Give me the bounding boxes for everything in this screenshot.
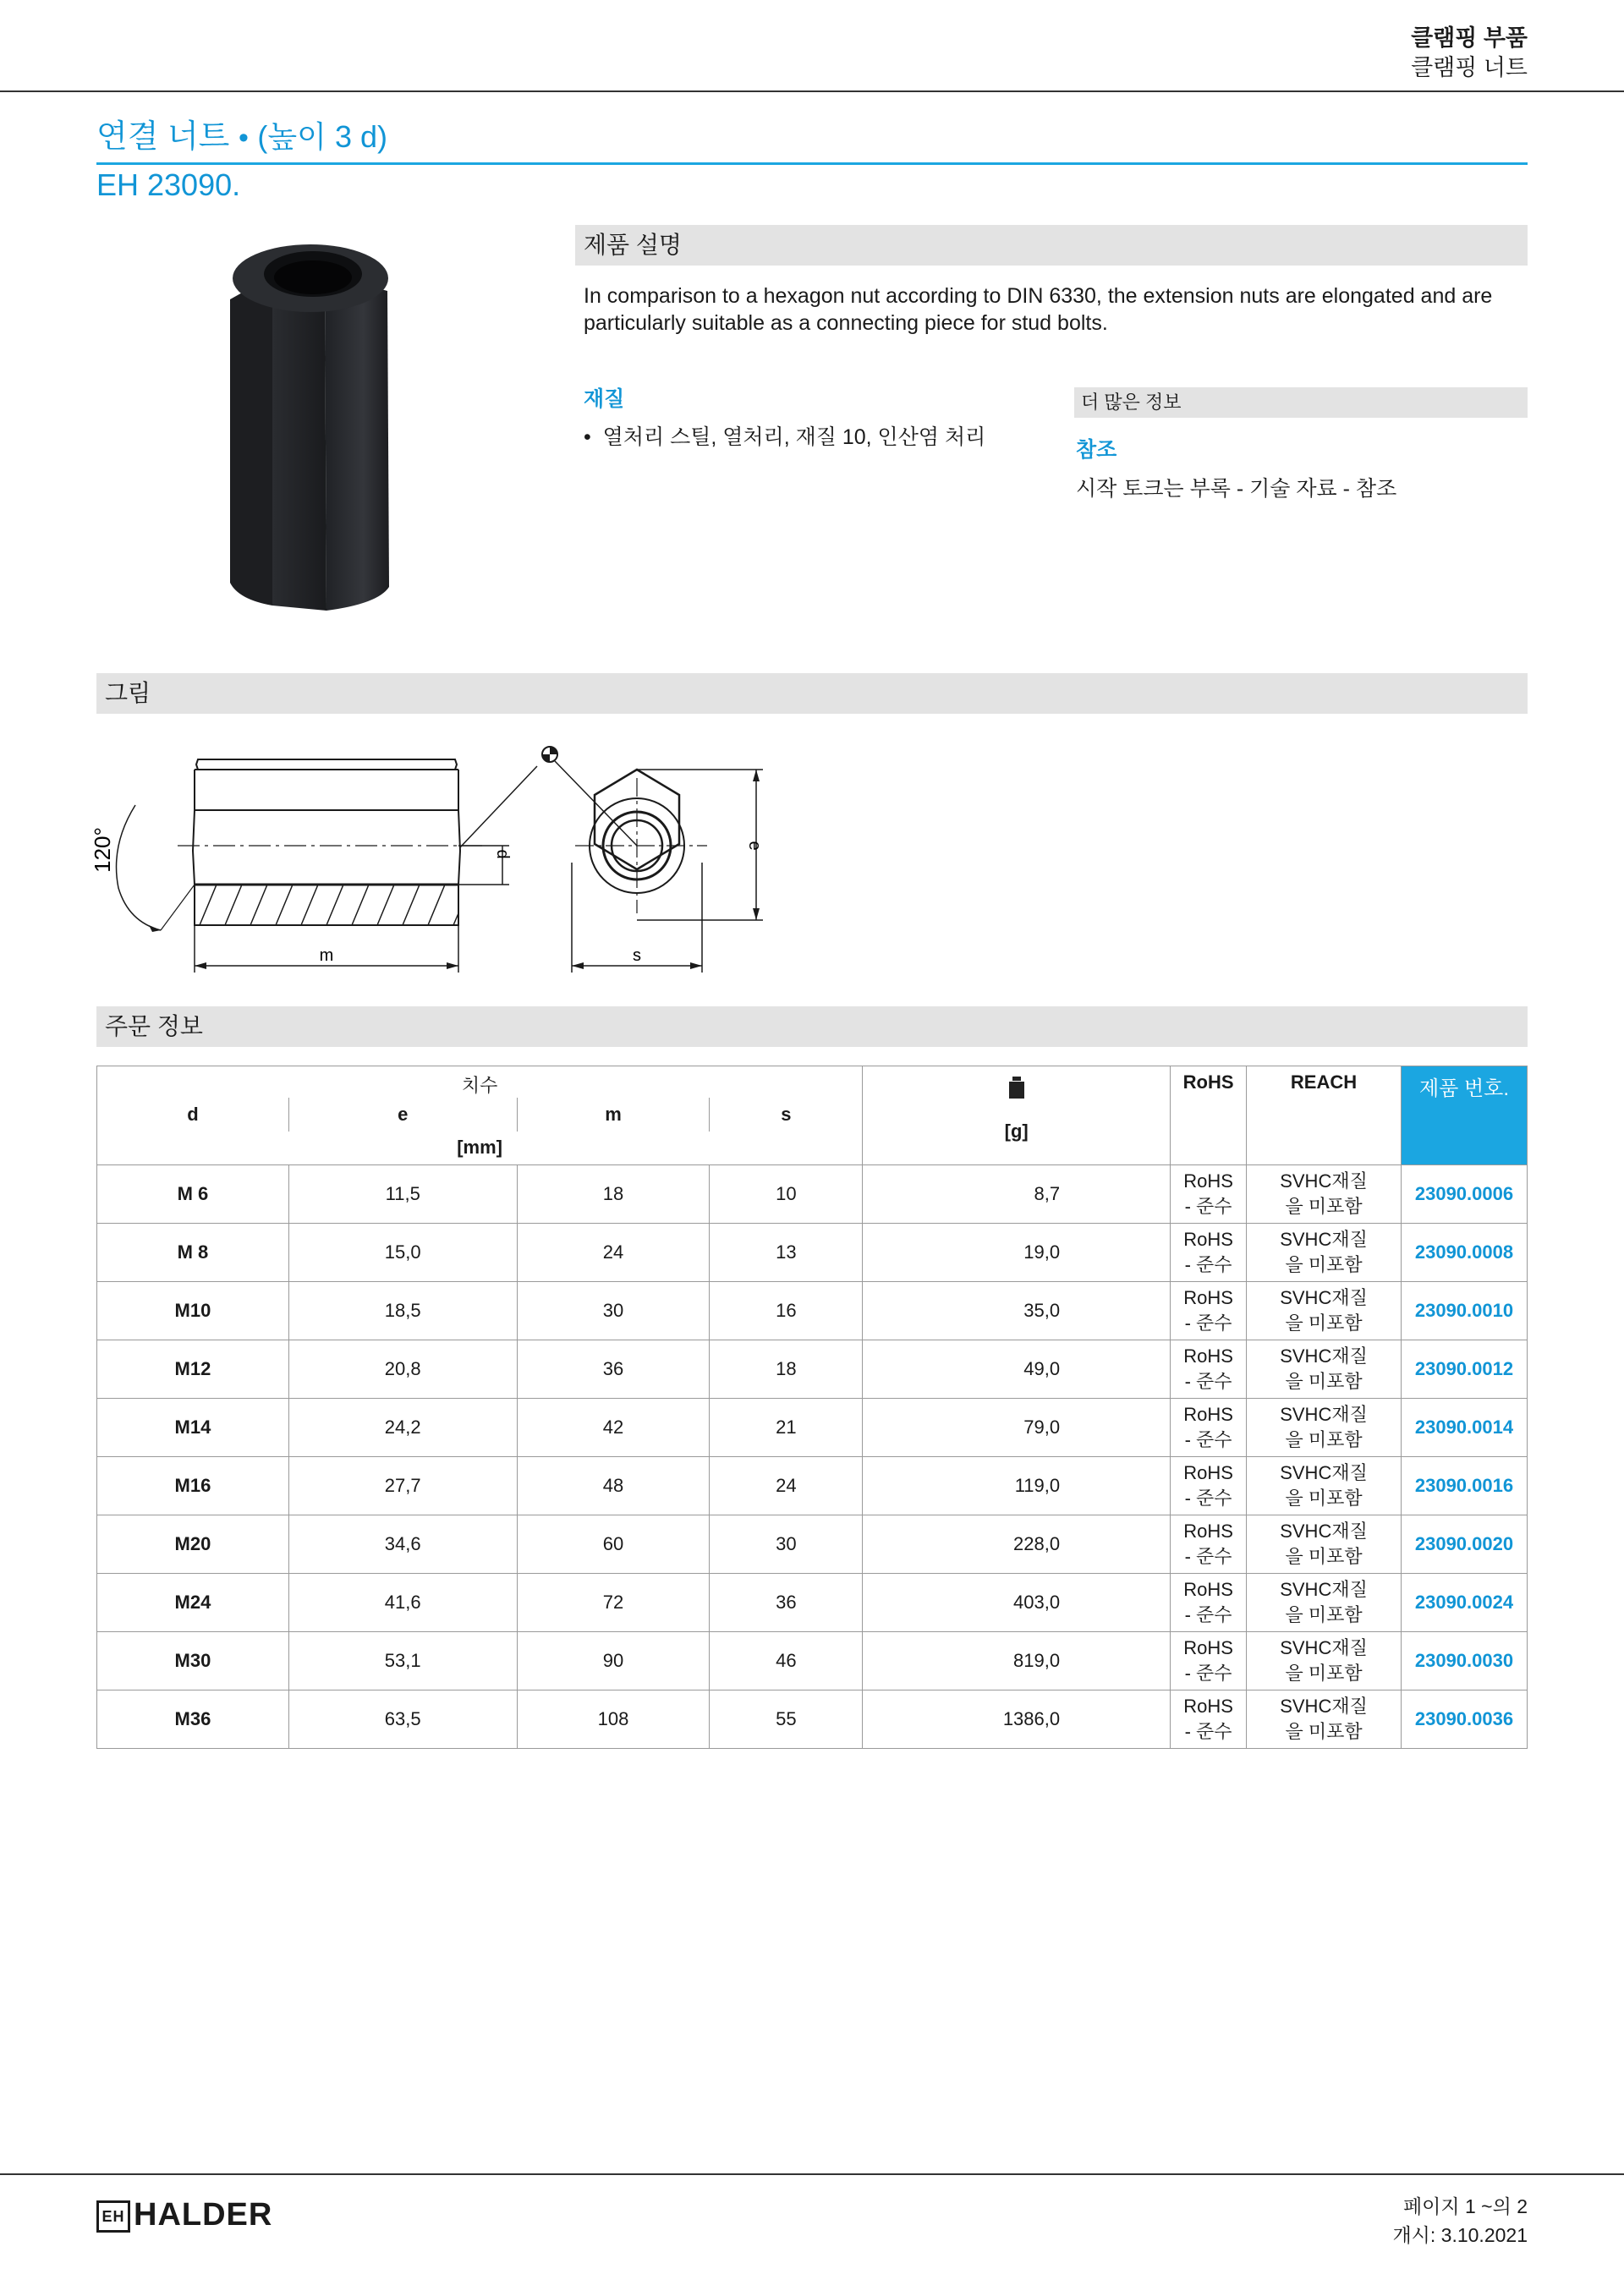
part-number-header: 제품 번호. <box>1401 1066 1527 1165</box>
cell-s: 24 <box>710 1457 863 1515</box>
cell-m: 18 <box>517 1165 710 1224</box>
description-heading: 제품 설명 <box>575 225 1528 266</box>
reach-line: SVHC재질 <box>1280 1287 1368 1308</box>
issue-date: 개시: 3.10.2021 <box>1392 2224 1528 2246</box>
part-number-link[interactable]: 23090.0014 <box>1401 1399 1527 1457</box>
rohs-line: RoHS <box>1183 1345 1233 1367</box>
drawing-heading: 그림 <box>96 673 1528 714</box>
cell-s: 10 <box>710 1165 863 1224</box>
product-title <box>96 117 387 158</box>
cell-weight: 1386,0 <box>863 1690 1171 1749</box>
part-number-link[interactable]: 23090.0036 <box>1401 1690 1527 1749</box>
reach-line: 을 미포함 <box>1285 1254 1363 1275</box>
cell-s: 18 <box>710 1340 863 1399</box>
title-rule <box>96 162 1528 165</box>
cell-e: 15,0 <box>288 1224 517 1282</box>
part-number-link[interactable]: 23090.0030 <box>1401 1632 1527 1690</box>
table-row <box>97 1224 1528 1282</box>
reach-line: SVHC재질 <box>1280 1229 1368 1250</box>
cell-m: 30 <box>517 1282 710 1340</box>
label-s: s <box>633 946 641 965</box>
cell-e: 20,8 <box>288 1340 517 1399</box>
cell-reach <box>1247 1632 1402 1690</box>
material-heading: 재질 <box>584 387 625 411</box>
rohs-line: RoHS <box>1183 1287 1233 1308</box>
cell-e: 53,1 <box>288 1632 517 1690</box>
label-d: d <box>493 849 512 859</box>
order-table-body <box>97 1165 1528 1749</box>
rohs-line: RoHS <box>1183 1696 1233 1717</box>
product-title-text: 연결 너트 <box>96 119 230 155</box>
footer-info <box>1392 2192 1528 2249</box>
weight-unit: [g] <box>1004 1121 1029 1142</box>
cell-weight: 8,7 <box>863 1165 1171 1224</box>
rohs-line: RoHS <box>1183 1404 1233 1425</box>
cell-s: 46 <box>710 1632 863 1690</box>
reach-line: 을 미포함 <box>1285 1429 1363 1450</box>
cell-rohs <box>1171 1399 1247 1457</box>
product-code: EH 23090. <box>96 167 241 202</box>
reach-line: SVHC재질 <box>1280 1170 1368 1192</box>
header-row-1 <box>97 1066 1528 1098</box>
label-angle: 120° <box>90 827 115 873</box>
col-s-header: s <box>710 1098 863 1132</box>
dims-unit: [mm] <box>97 1132 863 1165</box>
cell-reach <box>1247 1574 1402 1632</box>
rohs-line: - 준수 <box>1184 1721 1232 1742</box>
cell-m: 48 <box>517 1457 710 1515</box>
part-number-link[interactable]: 23090.0016 <box>1401 1457 1527 1515</box>
rohs-line: - 준수 <box>1184 1488 1232 1509</box>
cell-weight: 403,0 <box>863 1574 1171 1632</box>
label-e: e <box>745 841 764 851</box>
part-number-link[interactable]: 23090.0006 <box>1401 1165 1527 1224</box>
header-rule <box>0 90 1624 92</box>
rohs-line: RoHS <box>1183 1521 1233 1542</box>
order-table <box>96 1066 1528 1749</box>
reference-heading: 참조 <box>1076 438 1117 462</box>
table-row <box>97 1282 1528 1340</box>
reach-line: SVHC재질 <box>1280 1637 1368 1658</box>
rohs-line: - 준수 <box>1184 1312 1232 1334</box>
cell-reach <box>1247 1457 1402 1515</box>
more-info-heading: 더 많은 정보 <box>1074 387 1528 418</box>
table-row <box>97 1632 1528 1690</box>
reach-line: 을 미포함 <box>1285 1312 1363 1334</box>
reference-text: 시작 토크는 부록 - 기술 자료 - 참조 <box>1076 477 1397 501</box>
col-e-header: e <box>288 1098 517 1132</box>
cell-rohs <box>1171 1340 1247 1399</box>
reach-line: 을 미포함 <box>1285 1488 1363 1509</box>
part-number-link[interactable]: 23090.0024 <box>1401 1574 1527 1632</box>
technical-drawing <box>76 727 787 981</box>
cell-e: 34,6 <box>288 1515 517 1574</box>
cell-d: M24 <box>97 1574 289 1632</box>
rohs-line: RoHS <box>1183 1229 1233 1250</box>
material-text: 열처리 스틸, 열처리, 재질 10, 인산염 처리 <box>602 425 986 449</box>
part-number-link[interactable]: 23090.0008 <box>1401 1224 1527 1282</box>
cell-m: 60 <box>517 1515 710 1574</box>
rohs-line: RoHS <box>1183 1579 1233 1600</box>
rohs-header: RoHS <box>1171 1066 1247 1165</box>
header-category: 클램핑 부품 <box>1411 25 1528 51</box>
cell-s: 30 <box>710 1515 863 1574</box>
rohs-line: - 준수 <box>1184 1371 1232 1392</box>
table-row <box>97 1690 1528 1749</box>
cell-weight: 49,0 <box>863 1340 1171 1399</box>
cell-e: 63,5 <box>288 1690 517 1749</box>
cell-reach <box>1247 1690 1402 1749</box>
cell-d: M16 <box>97 1457 289 1515</box>
reach-line: 을 미포함 <box>1285 1196 1363 1217</box>
rohs-line: - 준수 <box>1184 1429 1232 1450</box>
part-number-link[interactable]: 23090.0010 <box>1401 1282 1527 1340</box>
cell-d: M30 <box>97 1632 289 1690</box>
reach-line: SVHC재질 <box>1280 1345 1368 1367</box>
cell-m: 42 <box>517 1399 710 1457</box>
rohs-line: RoHS <box>1183 1637 1233 1658</box>
cell-d: M14 <box>97 1399 289 1457</box>
cell-e: 18,5 <box>288 1282 517 1340</box>
cell-weight: 35,0 <box>863 1282 1171 1340</box>
logo-text: HALDER <box>134 2197 273 2233</box>
order-heading: 주문 정보 <box>96 1006 1528 1047</box>
cell-reach <box>1247 1340 1402 1399</box>
cell-rohs <box>1171 1574 1247 1632</box>
rohs-line: RoHS <box>1183 1170 1233 1192</box>
reach-header: REACH <box>1247 1066 1402 1165</box>
cell-reach <box>1247 1224 1402 1282</box>
cell-m: 72 <box>517 1574 710 1632</box>
rohs-line: - 준수 <box>1184 1196 1232 1217</box>
cell-rohs <box>1171 1282 1247 1340</box>
rohs-line: - 준수 <box>1184 1604 1232 1625</box>
cell-m: 90 <box>517 1632 710 1690</box>
reach-line: SVHC재질 <box>1280 1521 1368 1542</box>
reach-line: SVHC재질 <box>1280 1696 1368 1717</box>
weight-header <box>863 1066 1171 1165</box>
cell-rohs <box>1171 1515 1247 1574</box>
reach-line: 을 미포함 <box>1285 1371 1363 1392</box>
cell-s: 36 <box>710 1574 863 1632</box>
title-separator: • <box>238 122 249 154</box>
description-text: In comparison to a hexagon nut according to DIN 6330, the extension nuts are elongated and are particularly suitable as a connecting piece for stud bolts. <box>584 284 1493 335</box>
table-row <box>97 1340 1528 1399</box>
cell-e: 41,6 <box>288 1574 517 1632</box>
cell-s: 21 <box>710 1399 863 1457</box>
cell-d: M 6 <box>97 1165 289 1224</box>
cell-e: 24,2 <box>288 1399 517 1457</box>
cell-rohs <box>1171 1632 1247 1690</box>
table-row <box>97 1399 1528 1457</box>
cell-reach <box>1247 1282 1402 1340</box>
reach-line: 을 미포함 <box>1285 1546 1363 1567</box>
cell-reach <box>1247 1515 1402 1574</box>
reach-line: 을 미포함 <box>1285 1721 1363 1742</box>
cell-m: 24 <box>517 1224 710 1282</box>
part-number-link[interactable]: 23090.0020 <box>1401 1515 1527 1574</box>
cell-rohs <box>1171 1224 1247 1282</box>
part-number-link[interactable]: 23090.0012 <box>1401 1340 1527 1399</box>
header-subcategory: 클램핑 너트 <box>1411 55 1528 80</box>
reach-line: 을 미포함 <box>1285 1604 1363 1625</box>
cell-e: 27,7 <box>288 1457 517 1515</box>
bullet: • <box>584 425 591 449</box>
cell-m: 108 <box>517 1690 710 1749</box>
cell-weight: 228,0 <box>863 1515 1171 1574</box>
header-breadcrumb <box>1411 24 1528 83</box>
reach-line: 을 미포함 <box>1285 1663 1363 1684</box>
cell-reach <box>1247 1399 1402 1457</box>
col-d-header: d <box>97 1098 289 1132</box>
rohs-line: - 준수 <box>1184 1663 1232 1684</box>
product-variant: (높이 3 d) <box>257 119 387 154</box>
table-row <box>97 1515 1528 1574</box>
cell-d: M10 <box>97 1282 289 1340</box>
footer-rule <box>0 2173 1624 2175</box>
cell-weight: 79,0 <box>863 1399 1171 1457</box>
rohs-line: RoHS <box>1183 1462 1233 1483</box>
table-row <box>97 1165 1528 1224</box>
weight-icon <box>1006 1075 1028 1100</box>
logo-mark: EH <box>96 2200 130 2233</box>
rohs-line: - 준수 <box>1184 1546 1232 1567</box>
cell-e: 11,5 <box>288 1165 517 1224</box>
label-m: m <box>319 946 334 965</box>
cell-s: 16 <box>710 1282 863 1340</box>
cell-rohs <box>1171 1457 1247 1515</box>
dims-group-header: 치수 <box>97 1066 863 1098</box>
material-list-item <box>584 420 985 451</box>
cell-s: 55 <box>710 1690 863 1749</box>
page-number: 페이지 1 ~의 2 <box>1402 2195 1528 2217</box>
cell-d: M20 <box>97 1515 289 1574</box>
cell-weight: 19,0 <box>863 1224 1171 1282</box>
reach-line: SVHC재질 <box>1280 1579 1368 1600</box>
cell-d: M12 <box>97 1340 289 1399</box>
cell-reach <box>1247 1165 1402 1224</box>
halder-logo <box>96 2197 272 2233</box>
table-row <box>97 1574 1528 1632</box>
cell-d: M 8 <box>97 1224 289 1282</box>
cell-m: 36 <box>517 1340 710 1399</box>
rohs-line: - 준수 <box>1184 1254 1232 1275</box>
product-photo <box>222 240 401 614</box>
cell-d: M36 <box>97 1690 289 1749</box>
cell-weight: 819,0 <box>863 1632 1171 1690</box>
cell-rohs <box>1171 1165 1247 1224</box>
table-row <box>97 1457 1528 1515</box>
reach-line: SVHC재질 <box>1280 1404 1368 1425</box>
col-m-header: m <box>517 1098 710 1132</box>
cell-s: 13 <box>710 1224 863 1282</box>
reach-line: SVHC재질 <box>1280 1462 1368 1483</box>
cell-weight: 119,0 <box>863 1457 1171 1515</box>
cell-rohs <box>1171 1690 1247 1749</box>
